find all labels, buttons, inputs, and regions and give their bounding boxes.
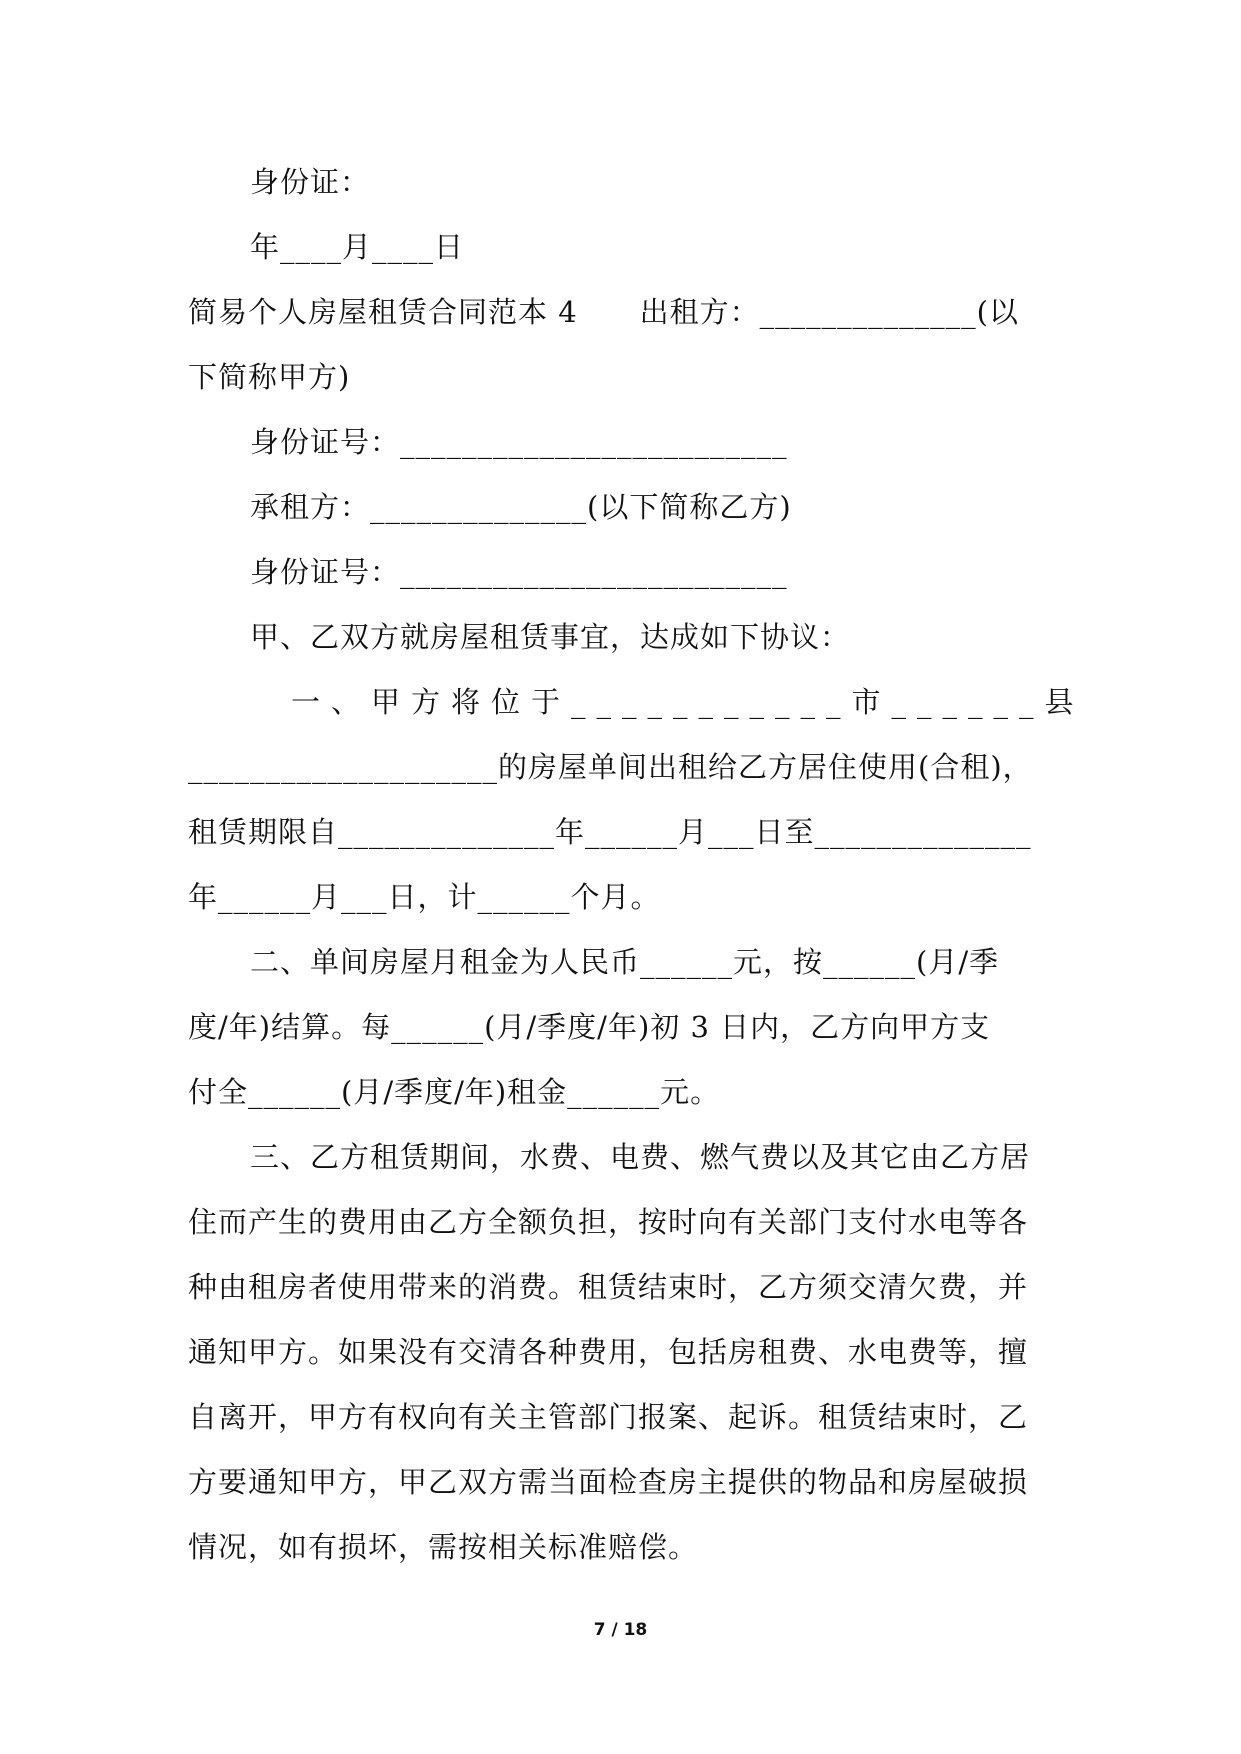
lessor-id-field: 身份证号：_________________________ bbox=[250, 425, 788, 459]
clause-2-line-3: 付全______(月/季度/年)租金______元。 bbox=[188, 1075, 721, 1109]
clause-2-line-2: 度/年)结算。每______(月/季度/年)初 3 日内，乙方向甲方支 bbox=[188, 1010, 991, 1044]
clause-3-line-3: 种由租房者使用带来的消费。租赁结束时，乙方须交清欠费，并 bbox=[188, 1270, 1029, 1304]
lessor-field: 出租方：______________(以 bbox=[639, 295, 1019, 329]
clause-3-line-1: 三、乙方租赁期间，水费、电费、燃气费以及其它由乙方居 bbox=[250, 1140, 1031, 1174]
clause-3-line-7: 情况，如有损坏，需按相关标准赔偿。 bbox=[188, 1530, 699, 1564]
clause-1-line-2: ____________________的房屋单间出租给乙方居住使用(合租)， bbox=[188, 750, 1033, 784]
clause-1-line-4: 年______月___日，计______个月。 bbox=[188, 880, 661, 914]
lessor-field-continued: 下简称甲方) bbox=[188, 360, 351, 394]
clause-1-line-3: 租赁期限自______________年______月___日至______________ bbox=[188, 815, 1032, 849]
id-card-label: 身份证： bbox=[250, 165, 371, 199]
clause-3-line-6: 方要通知甲方，甲乙双方需当面检查房主提供的物品和房屋破损 bbox=[188, 1465, 1029, 1499]
lessee-id-field: 身份证号：_________________________ bbox=[250, 555, 788, 589]
date-line: 年____月____日 bbox=[250, 230, 465, 264]
clause-3-line-5: 自离开，甲方有权向有关主管部门报案、起诉。租赁结束时，乙 bbox=[188, 1400, 1029, 1434]
clause-3-line-4: 通知甲方。如果没有交清各种费用，包括房租费、水电费等，擅 bbox=[188, 1335, 1029, 1369]
document-body bbox=[188, 150, 1085, 1580]
clause-2-line-1: 二、单间房屋月租金为人民币______元，按______(月/季 bbox=[250, 945, 1000, 979]
clause-1-line-1: 一、甲方将位于___________市______县 bbox=[291, 685, 1085, 719]
contract-title: 简易个人房屋租赁合同范本 4 bbox=[188, 295, 578, 329]
lessee-field: 承租方：______________(以下简称乙方) bbox=[250, 490, 792, 524]
page-number: 7 / 18 bbox=[593, 1620, 648, 1640]
agreement-intro: 甲、乙双方就房屋租赁事宜，达成如下协议： bbox=[250, 620, 851, 654]
contract-title-line bbox=[188, 280, 1054, 345]
clause-3-line-2: 住而产生的费用由乙方全额负担，按时向有关部门支付水电等各 bbox=[188, 1205, 1029, 1239]
